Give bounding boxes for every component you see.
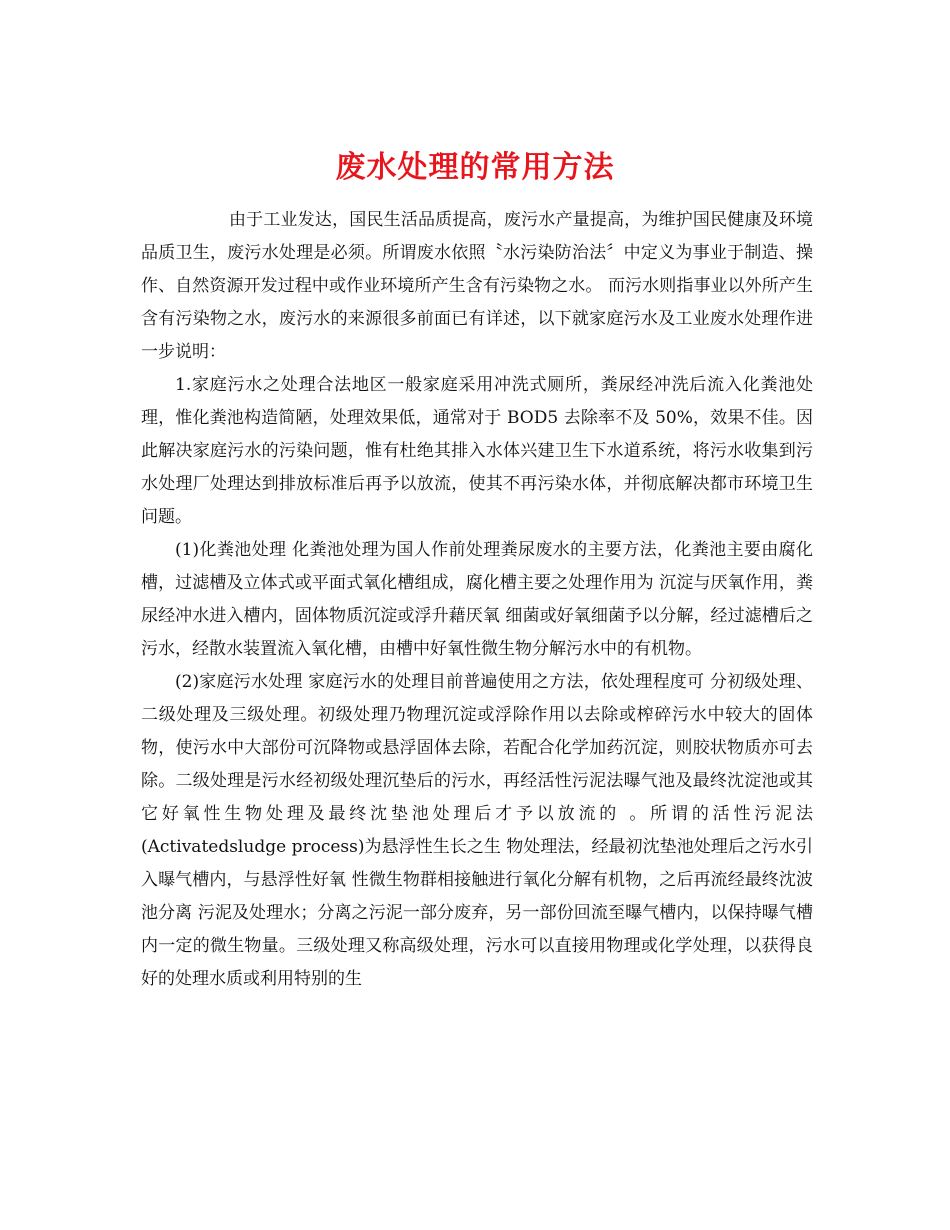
household-sewage-paragraph: 1.家庭污水之处理合法地区一般家庭采用冲洗式厕所，粪尿经冲洗后流入化粪池处理，惟化粪池构造简陋，处理效果低，通常对于 BOD5 去除率不及 50%，效果不佳。因此解决家庭污水的污染问题，惟有杜绝其排入水体兴建卫生下水道系统，将污水收集到污水处理厂处理达到排放标准后再予以放流，使其不再污染水体，并彻底解决都市环境卫生问题。 — [141, 375, 813, 527]
treatment-levels-paragraph: (2)家庭污水处理 家庭污水的处理目前普遍使用之方法，依处理程度可 分初级处理、二级处理及三级处理。初级处理乃物理沉淀或浮除作用以去除或榨碎污水中较大的固体物，使污水中大部份可沉降物或悬浮固体去除，若配合化学加药沉淀，则胶状物质亦可去除。二级处理是污水经初级处理沉垫后的污水，再经活性污泥法曝气池及最终沈淀池或其它好氧性生物处理及最终沈垫池处理后才予以放流的 。所谓的活性污泥法 (Activatedsludge process)为悬浮性生长之生 物处理法，经最初沈垫池处理后之污水引入曝气槽内，与悬浮性好氧 性微生物群相接触进行氧化分解有机物，之后再流经最终沈波池分离 污泥及处理水；分离之污泥一部分废弃，另一部份回流至曝气槽内，以保持曝气槽内一定的微生物量。三级处理又称高级处理，污水可以直接用物理或化学处理，以获得良好的处理水质或利用特别的生 — [141, 672, 813, 989]
septic-tank-paragraph: (1)化粪池处理 化粪池处理为国人作前处理粪尿废水的主要方法，化粪池主要由腐化槽，过滤槽及立体式或平面式氧化槽组成，腐化槽主要之处理作用为 沉淀与厌氧作用，粪尿经冲水进入槽内，固体物质沉淀或浮升藉厌氧 细菌或好氧细菌予以分解，经过滤槽后之污水，经散水装置流入氧化槽，由槽中好氧性微生物分解污水中的有机物。 — [141, 540, 813, 659]
document-body — [141, 204, 813, 996]
intro-paragraph: 由于工业发达，国民生活品质提高，废污水产量提高，为维护国民健康及环境品质卫生，废污水处理是必须。所谓废水依照〝水污染防治法〞中定义为事业于制造、操作、自然资源开发过程中或作业环境所产生含有污染物之水。 而污水则指事业以外所产生含有污染物之水，废污水的来源很多前面已有详述，以下就家庭污水及工业废水处理作进一步说明： — [141, 210, 813, 362]
document-title: 废水处理的常用方法 — [335, 150, 615, 186]
